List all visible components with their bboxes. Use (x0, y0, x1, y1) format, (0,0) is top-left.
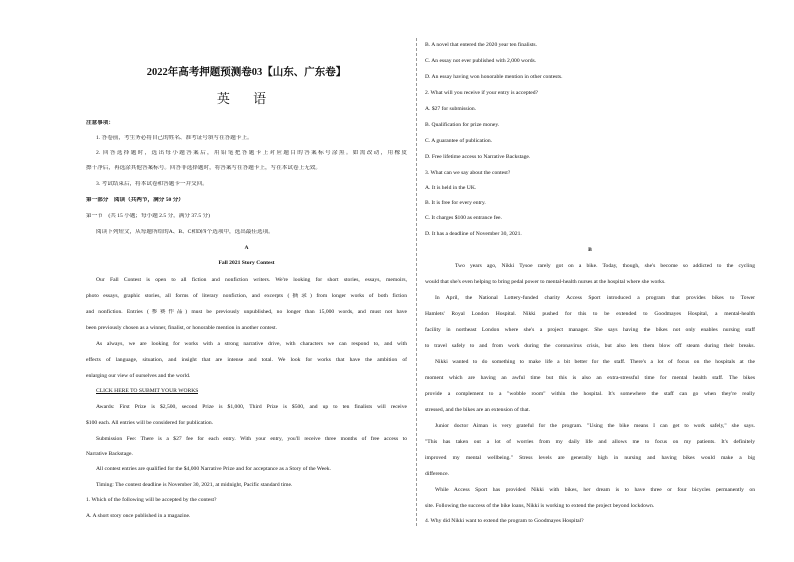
passage-b-label: B (588, 247, 592, 253)
passage-b-line: stressed, and the bikes are an extension of that. (425, 407, 531, 413)
passage-a-line: Our Fall Contest is open to all fiction and nonfiction writers. We're looking for short stories, essays, memoirs, (96, 277, 407, 283)
passage-b-line: provide a complement to a "wobble room" within the hospital. It's somewhere the staff can go when they're really (425, 391, 755, 397)
part-heading: 第一部分 阅读（共两节，满分 50 分） (86, 197, 184, 203)
passage-b-line: Two years ago, Nikki Tysoe rarely got on a bike. Today, though, she's become so addicted to the cycling (455, 263, 755, 269)
passage-b-line: difference. (425, 471, 449, 477)
exam-title: 2022年高考押题预测卷03【山东、广东卷】 (146, 67, 347, 78)
question-option: B. Qualification for prize money. (425, 122, 500, 128)
question-option: C. An essay not ever published with 2,000 words. (425, 58, 537, 64)
question-4: 4. Why did Nikki want to extend the program to Goodmayes Hospital? (425, 518, 584, 524)
timing-line: Timing: The contest deadline is November 30, 2021, at midnight, Pacific standard time. (96, 482, 293, 488)
note-item: 2. 回答选择题时，选出每小题答案后，用铅笔把答题卡上对应题目的答案标号涂黑。如需改动，用橡皮 (96, 150, 407, 156)
passage-a-title: Fall 2021 Story Contest (218, 260, 275, 266)
note-item: 1. 答卷前，考生务必将自己的姓名、准考证号填写在答题卡上。 (96, 135, 253, 141)
fee-line: Narrative Backstage. (86, 451, 133, 457)
passage-b-line: moment which are having an awful time but this is also an extra-stressful time for mental health staff. The bikes (425, 375, 755, 381)
question-option: D. An essay having won honorable mention in other contests. (425, 74, 563, 80)
question-1: 1. Which of the following will be accepted by the contest? (86, 497, 217, 503)
question-option: B. A novel that entered the 2020 year ten finalists. (425, 42, 538, 48)
passage-b-line: site. Following the success of the bike loans, Nikki is working to extend the project beyond lockdown. (425, 503, 655, 509)
question-option: A. $27 for submission. (425, 106, 477, 112)
passage-a-line: been previously chosen as a winner, finalist, or honorable mention in another contest. (86, 325, 277, 331)
notes-heading: 注意事项： (86, 120, 114, 126)
awards-line: $100 each. All entries will be considered for publication. (86, 420, 214, 426)
question-stem: 3. What can we say about the contest? (425, 170, 511, 176)
right-column (425, 0, 755, 562)
passage-b-line: to travel safely to and from work during the coronavirus crisis, but also lets them blow off steam during their breaks. (425, 343, 755, 349)
passage-b-line: improved my mental wellbeing." Stress levels are generally high in nursing and having bikes would make a big (425, 455, 755, 461)
passage-b-line: facility in northeast London where she's a project manager. She says having the bikes not only enables nursing staff (425, 327, 755, 333)
section-heading: 第一节 (共 15 小题；每小题 2.5 分，满分 37.5 分) (86, 213, 210, 219)
awards-line: Awards: First Prize is $2,500, second Prize is $1,000, Third Prize is $500, and up to ten finalists will receive (96, 404, 407, 410)
passage-a-line: enlarging our view of ourselves and the world. (86, 373, 191, 379)
passage-a-line: effects of language, situation, and insight that are intense and total. We look for works that have the ambition of (86, 357, 407, 363)
question-option: B. It is free for every entry. (425, 200, 486, 206)
question-option: D. Free lifetime access to Narrative Backstage. (425, 154, 531, 160)
question-1-option-a: A. A short story once published in a magazine. (86, 513, 191, 519)
passage-b-line: Junior doctor Aiman is very grateful for the program. "Using the bike means I can get to work safely," she says. (435, 423, 755, 429)
note-item: 3. 考试结束后，将本试卷和答题卡一并交回。 (96, 181, 208, 187)
passage-b-line: Hamlets' Royal London Hospital. Nikki pushed for this to be extended to Goodmayes Hospital, a mental-health (425, 311, 755, 317)
passage-a-label: A (244, 245, 249, 251)
passage-a-line: photo essays, graphic stories, all forms of literary nonfiction, and excerpts (摘录) from longer works of both fiction (86, 293, 407, 299)
passage-a-line: and nonfiction. Entries (参赛作品) must be previously unpublished, no longer than 15,000 words, and must not have (86, 309, 407, 315)
fee-line: Submission Fee: There is a $27 fee for each entry. With your entry, you'll receive three months of free access to (96, 436, 407, 442)
left-column (86, 0, 407, 562)
question-stem: 2. What will you receive if your entry is accepted? (425, 90, 538, 96)
passage-a-line: As always, we are looking for works with a strong narrative drive, with characters we can respond to, and with (96, 341, 407, 347)
question-option: D. It has a deadline of November 30, 2021. (425, 231, 522, 237)
passage-b-line: While Access Sport has provided Nikki with bikes, her dream is to have three or four bicycles permanently on (435, 487, 755, 493)
question-option: A. It is held in the UK. (425, 185, 477, 191)
question-option: C. It charges $100 as entrance fee. (425, 215, 502, 221)
submit-link[interactable]: CLICK HERE TO SUBMIT YOUR WORKS (96, 388, 199, 394)
question-option: C. A guarantee of publication. (425, 138, 493, 144)
eligible-line: All contest entries are qualified for the $4,000 Narrative Prize and for acceptance as a Story of the Week. (96, 466, 331, 472)
passage-b-line: In April, the National Lottery-funded charity Access Sport introduced a program that provides bikes to Tower (435, 295, 755, 301)
passage-b-line: would that she's even helping to bring pedal power to mental-health nurses at the hospital where she works. (425, 279, 666, 285)
passage-b-line: "This has taken out a lot of worries from my daily life and allows me to focus on my patients. It's definitely (425, 439, 755, 445)
column-divider (416, 38, 417, 526)
subject-title: 英 语 (216, 91, 277, 106)
note-item: 擦干净后，再选涂其他答案标号。回答非选择题时，将答案写在答题卡上，写在本试卷上无效。 (86, 165, 321, 171)
instruction: 阅读下列短文，从每题所给的A、B、C和D四个选项中，选出最佳选项。 (96, 229, 274, 235)
passage-b-line: Nikki wanted to do something to make life a bit better for the staff. There's a lot of focus on the hospitals at the (435, 359, 755, 365)
